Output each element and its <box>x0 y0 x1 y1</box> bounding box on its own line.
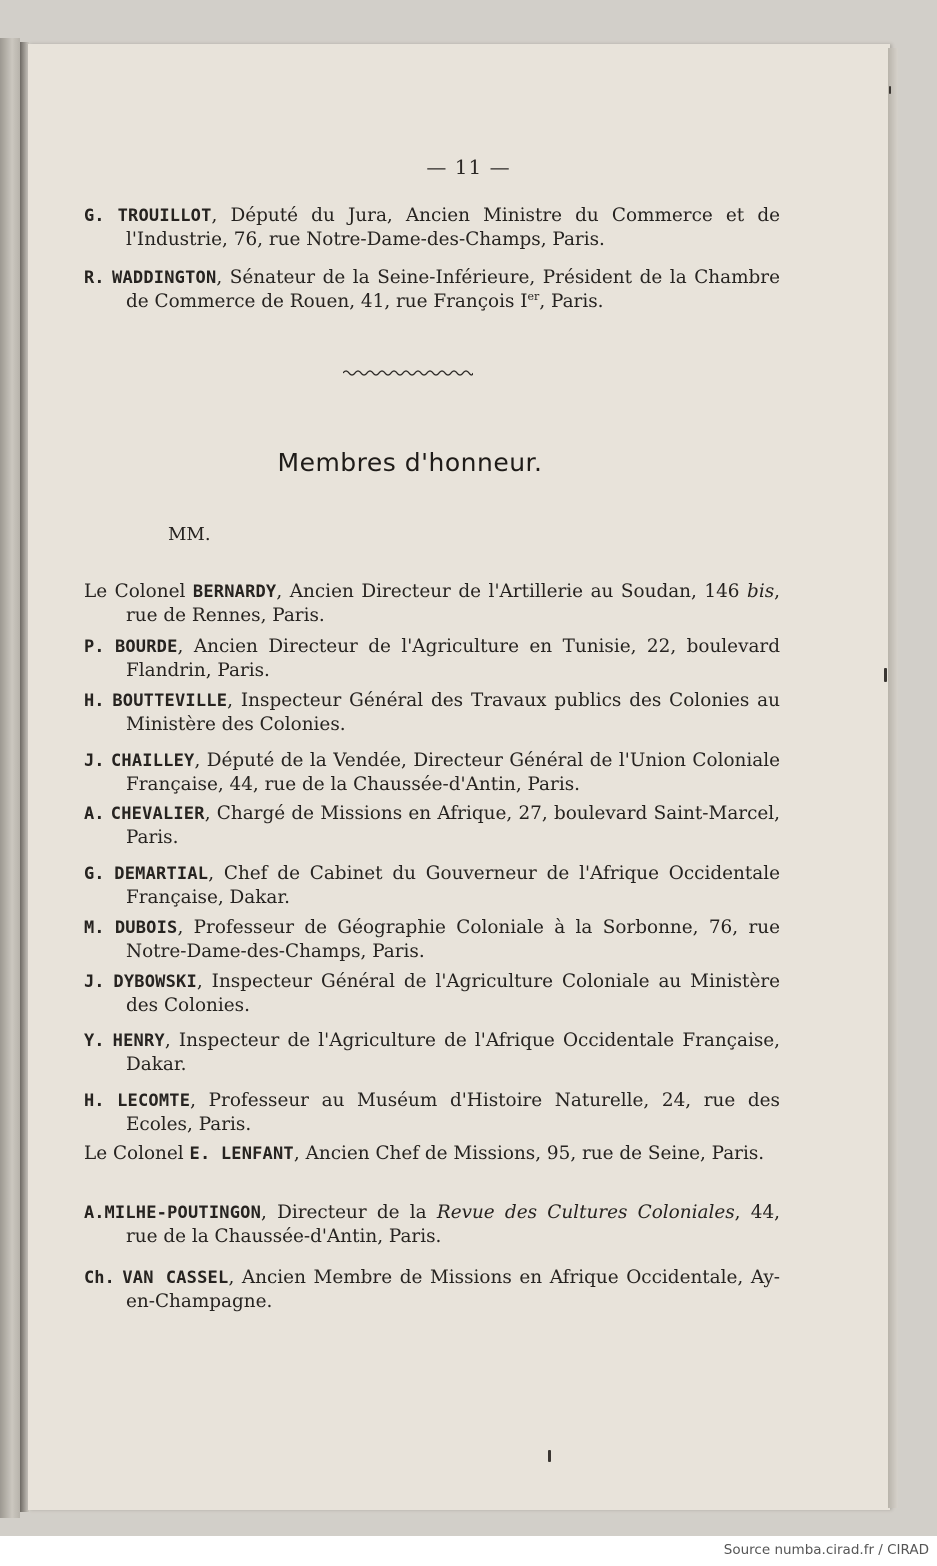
source-credit: Source numba.cirad.fr / CIRAD <box>723 1542 929 1558</box>
entry-initial: A. <box>84 1203 105 1223</box>
entry-name: E. LENFANT <box>189 1144 294 1164</box>
entry-text: , Sénateur de la Seine-Inférieure, Président de la Chambre de Commerce de Rouen, 41, rue François I <box>126 267 780 312</box>
entry-name: VAN CASSEL <box>122 1268 229 1288</box>
entry-name: CHEVALIER <box>110 804 205 824</box>
entry-prefix: Le Colonel <box>84 1143 184 1164</box>
entry-initial: H. <box>84 1091 105 1111</box>
entry-italic: bis <box>747 581 775 602</box>
entry-text: , Chef de Cabinet du Gouverneur de l'Afrique Occidentale Française, Dakar. <box>126 863 780 908</box>
scan-speck <box>884 668 887 682</box>
entry-text-end: , rue de Rennes, Paris. <box>126 581 780 626</box>
entry-text-end: , 44, rue de la Chaussée-d'Antin, Paris. <box>126 1202 780 1247</box>
entry-text: , Inspecteur Général des Travaux publics des Colonies au Ministère des Colonies. <box>126 690 780 735</box>
entry-name: TROUILLOT <box>117 206 212 226</box>
member-boutteville <box>84 689 780 737</box>
entry-text: , Inspecteur de l'Agriculture de l'Afrique Occidentale Française, Dakar. <box>126 1030 780 1075</box>
entry-name: CHAILLEY <box>110 751 195 771</box>
entry-initial: J. <box>84 972 105 992</box>
entry-name: DUBOIS <box>114 918 178 938</box>
entry-text: , Professeur au Muséum d'Histoire Naturelle, 24, rue des Ecoles, Paris. <box>126 1090 780 1135</box>
entry-name: MILHE-POUTINGON <box>104 1203 262 1223</box>
member-milhe-poutingon <box>84 1201 780 1249</box>
superscript: er <box>527 289 540 303</box>
entry-name: WADDINGTON <box>112 268 217 288</box>
member-dybowski <box>84 970 780 1018</box>
entry-name: LECOMTE <box>117 1091 191 1111</box>
salutation: MM. <box>168 524 211 545</box>
page-number: — 11 — <box>426 155 511 179</box>
entry-initial: Ch. <box>84 1268 115 1288</box>
entry-waddington <box>84 266 780 314</box>
entry-initial: H. <box>84 691 105 711</box>
entry-initial: G. <box>84 864 105 884</box>
entry-initial: Y. <box>84 1031 105 1051</box>
entry-text-end: , Paris. <box>539 291 604 312</box>
entry-name: DEMARTIAL <box>114 864 209 884</box>
entry-trouillot <box>84 204 780 252</box>
entry-text: , Directeur de la <box>261 1202 437 1223</box>
entry-prefix: Le Colonel <box>84 581 186 602</box>
entry-initial: M. <box>84 918 105 938</box>
entry-text: , Ancien Chef de Missions, 95, rue de Seine, Paris. <box>293 1143 765 1164</box>
entry-text: , Député du Jura, Ancien Ministre du Commerce et de l'Industrie, 76, rue Notre-Dame-des-Champs, Paris. <box>126 205 780 250</box>
entry-initial: R. <box>84 268 105 288</box>
member-van-cassel <box>84 1266 780 1314</box>
entry-name: BOUTTEVILLE <box>112 691 228 711</box>
member-chevalier <box>84 802 780 850</box>
entry-name: BOURDE <box>114 637 178 657</box>
entry-name: BERNARDY <box>192 582 277 602</box>
section-heading: Membres d'honneur. <box>277 448 543 477</box>
entry-text: , Ancien Membre de Missions en Afrique Occidentale, Ay-en-Champagne. <box>126 1267 780 1312</box>
member-dubois <box>84 916 780 964</box>
member-lenfant <box>84 1142 780 1166</box>
entry-initial: J. <box>84 751 105 771</box>
page-edge <box>888 48 898 1508</box>
entry-initial: P. <box>84 637 105 657</box>
member-demartial <box>84 862 780 910</box>
entry-initial: G. <box>84 206 105 226</box>
scan-speck <box>548 1450 551 1462</box>
entry-text: , Ancien Directeur de l'Agriculture en Tunisie, 22, boulevard Flandrin, Paris. <box>126 636 780 681</box>
entry-name: DYBOWSKI <box>113 972 197 992</box>
entry-text: , Député de la Vendée, Directeur Général de l'Union Coloniale Française, 44, rue de la Chaussée-d'Antin, Paris. <box>126 750 780 795</box>
member-bourde <box>84 635 780 683</box>
entry-text: , Professeur de Géographie Coloniale à la Sorbonne, 76, rue Notre-Dame-des-Champs, Paris. <box>126 917 780 962</box>
entry-italic: Revue des Cultures Coloniales <box>436 1202 735 1223</box>
wavy-divider <box>343 368 473 378</box>
entry-name: HENRY <box>112 1031 165 1051</box>
entry-initial: A. <box>84 804 105 824</box>
member-chailley <box>84 749 780 797</box>
entry-text: , Chargé de Missions en Afrique, 27, boulevard Saint-Marcel, Paris. <box>126 803 780 848</box>
scan-speck <box>889 86 891 94</box>
member-henry <box>84 1029 780 1077</box>
facing-page-edge <box>0 38 20 1518</box>
entry-text: , Inspecteur Général de l'Agriculture Coloniale au Ministère des Colonies. <box>126 971 781 1016</box>
member-lecomte <box>84 1089 780 1137</box>
entry-text: , Ancien Directeur de l'Artillerie au Soudan, 146 <box>276 581 748 602</box>
member-bernardy <box>84 580 780 628</box>
